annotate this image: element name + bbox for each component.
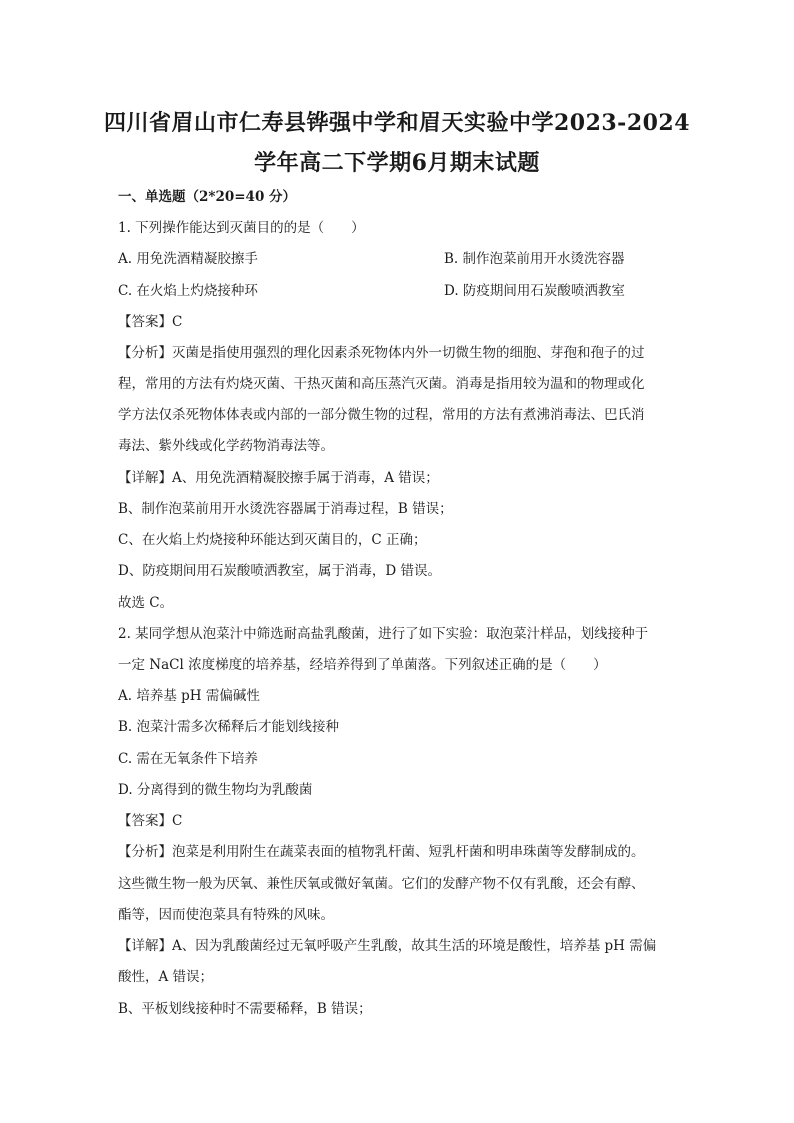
q1-detail-line: C、在火焰上灼烧接种环能达到灭菌目的，C 正确； <box>118 532 427 548</box>
q2-detail-line: B、平板划线接种时不需要稀释，B 错误； <box>118 1001 372 1017</box>
q1-detail-line: B、制作泡菜前用开水烫洗容器属于消毒过程，B 错误； <box>118 501 453 517</box>
q1-analysis-line: 学方法仅杀死物体体表或内部的一部分微生物的过程，常用的方法有煮沸消毒法、巴氏消 <box>118 407 645 423</box>
q1-detail-line: 【详解】A、用免洗酒精凝胶擦手属于消毒，A 错误； <box>118 470 439 486</box>
q2-stem-line: 2. 某同学想从泡菜汁中筛选耐高盐乳酸菌，进行了如下实验：取泡菜汁样品，划线接种于 <box>118 626 649 642</box>
q1-stem: 1. 下列操作能达到灭菌目的的是（ ） <box>118 220 365 236</box>
q2-option-b: B. 泡菜汁需多次稀释后才能划线接种 <box>118 719 340 735</box>
q1-analysis-line: 毒法、紫外线或化学药物消毒法等。 <box>118 438 334 454</box>
document-title-line-1: 四川省眉山市仁寿县铧强中学和眉天实验中学2023-2024 <box>103 110 691 136</box>
q2-analysis-line: 【分析】泡菜是利用附生在蔬菜表面的植物乳杆菌、短乳杆菌和明串珠菌等发酵制成的。 <box>118 844 645 860</box>
q1-option-b: B. 制作泡菜前用开水烫洗容器 <box>444 251 625 267</box>
q2-detail-line: 【详解】A、因为乳酸菌经过无氧呼吸产生乳酸，故其生活的环境是酸性，培养基 pH 需偏 <box>118 938 657 954</box>
q1-conclusion: 故选 C。 <box>118 595 174 611</box>
q2-detail-line: 酸性，A 错误； <box>118 969 214 985</box>
q2-option-c: C. 需在无氧条件下培养 <box>118 751 258 767</box>
q1-option-a: A. 用免洗酒精凝胶擦手 <box>118 251 258 267</box>
q1-option-c: C. 在火焰上灼烧接种环 <box>118 283 258 299</box>
q2-stem-line: 一定 NaCl 浓度梯度的培养基，经培养得到了单菌落。下列叙述正确的是（ ） <box>118 657 607 673</box>
q2-answer: 【答案】C <box>118 813 183 829</box>
q1-answer: 【答案】C <box>118 314 183 330</box>
q2-option-d: D. 分离得到的微生物均为乳酸菌 <box>118 782 313 798</box>
q2-analysis-line: 这些微生物一般为厌氧、兼性厌氧或微好氧菌。它们的发酵产物不仅有乳酸，还会有醇、 <box>118 876 645 892</box>
q2-analysis-line: 酯等，因而使泡菜具有特殊的风味。 <box>118 907 334 923</box>
section-heading: 一、单选题（2*20=40 分） <box>118 189 297 205</box>
document-title-line-2: 学年高二下学期6月期末试题 <box>254 150 540 176</box>
q1-analysis-line: 程，常用的方法有灼烧灭菌、干热灭菌和高压蒸汽灭菌。消毒是指用较为温和的物理或化 <box>118 376 645 392</box>
q2-option-a: A. 培养基 pH 需偏碱性 <box>118 688 260 704</box>
q1-detail-line: D、防疫期间用石炭酸喷洒教室，属于消毒，D 错误。 <box>118 563 441 579</box>
q1-option-d: D. 防疫期间用石炭酸喷洒教室 <box>444 283 625 299</box>
q1-analysis-line: 【分析】灭菌是指使用强烈的理化因素杀死物体内外一切微生物的细胞、芽孢和孢子的过 <box>118 345 645 361</box>
